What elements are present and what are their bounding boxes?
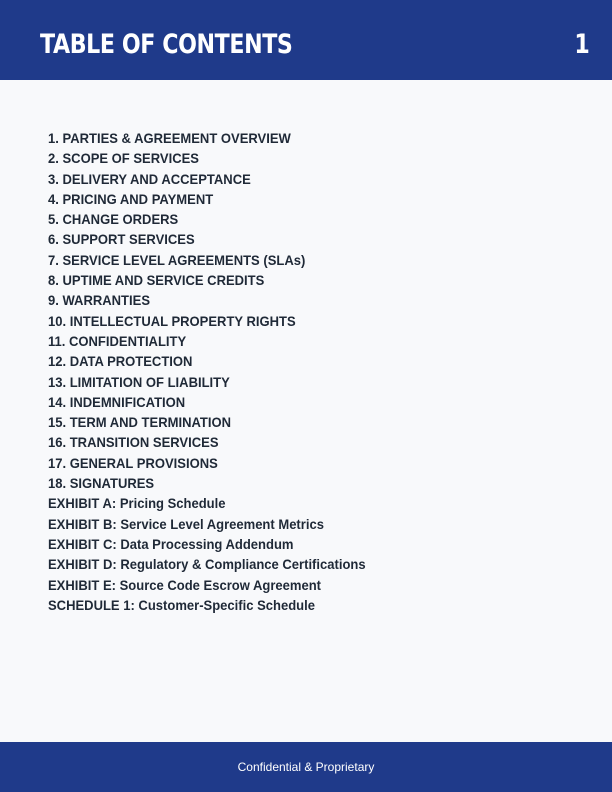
toc-item-exhibit[interactable]: EXHIBIT B: Service Level Agreement Metrics [48,515,324,532]
toc-item-schedule[interactable]: SCHEDULE 1: Customer-Specific Schedule [48,596,315,613]
toc-item[interactable]: 17. GENERAL PROVISIONS [48,454,218,471]
toc-item[interactable]: 14. INDEMNIFICATION [48,393,186,410]
toc-item[interactable]: 10. INTELLECTUAL PROPERTY RIGHTS [48,312,296,329]
toc-item[interactable]: 9. WARRANTIES [48,292,151,309]
toc-item[interactable]: 1. PARTIES & AGREEMENT OVERVIEW [48,130,291,146]
page-header [0,0,612,80]
toc-item-exhibit[interactable]: EXHIBIT A: Pricing Schedule [48,495,226,512]
toc-item-exhibit[interactable]: EXHIBIT E: Source Code Escrow Agreement [48,576,322,593]
toc-item[interactable]: 15. TERM AND TERMINATION [48,414,232,431]
toc-item[interactable]: 18. SIGNATURES [48,475,155,492]
page-title: TABLE OF CONTENTS [40,29,293,60]
table-of-contents [48,128,390,615]
toc-item[interactable]: 3. DELIVERY AND ACCEPTANCE [48,170,251,187]
page-footer [0,742,612,792]
toc-item[interactable]: 6. SUPPORT SERVICES [48,231,195,248]
toc-item[interactable]: 8. UPTIME AND SERVICE CREDITS [48,272,265,289]
toc-item-exhibit[interactable]: EXHIBIT D: Regulatory & Compliance Certifications [48,556,366,573]
toc-item[interactable]: 5. CHANGE ORDERS [48,211,179,228]
page-number: 1 [574,29,590,60]
footer-confidential-label: Confidential & Proprietary [237,760,375,774]
toc-item[interactable]: 16. TRANSITION SERVICES [48,434,219,451]
toc-item[interactable]: 2. SCOPE OF SERVICES [48,150,199,167]
toc-item-exhibit[interactable]: EXHIBIT C: Data Processing Addendum [48,535,294,552]
toc-item[interactable]: 12. DATA PROTECTION [48,353,193,370]
toc-item[interactable]: 13. LIMITATION OF LIABILITY [48,373,230,390]
toc-item[interactable]: 4. PRICING AND PAYMENT [48,190,214,207]
toc-item[interactable]: 11. CONFIDENTIALITY [48,332,187,349]
toc-item[interactable]: 7. SERVICE LEVEL AGREEMENTS (SLAs) [48,251,306,268]
